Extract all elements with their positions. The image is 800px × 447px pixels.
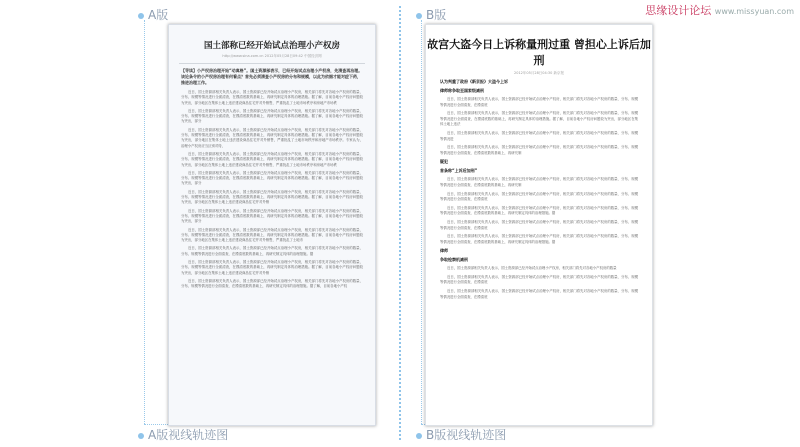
section-heading: 律师 bbox=[440, 248, 448, 254]
body-paragraph: 近日，国土资源部相关负责人表示，国土资源部已经开始试点治理小产权房，相关部门将先对各地小产权房的数量、分布、规模等情况进行全面清查，在摸清底数的基础上，再研究制定具体的治理措施。据了解，目前各地小产权房问题较为突出，部分地区在集体土地上违法 bbox=[440, 111, 638, 127]
article-a-body bbox=[169, 90, 375, 290]
section-heading: 首条称“上诉后加刑” bbox=[440, 168, 478, 174]
bullet-dot-icon bbox=[416, 13, 422, 19]
article-a-title: 国土部称已经开始试点治理小产权房 bbox=[203, 41, 340, 51]
body-paragraph: 近日，国土资源部相关负责人表示，国土资源部已经开始试点治理小产权房，相关部门将先对各地小产权房的数量、分布、规模等情况进行全面清查，在摸清底数的基础上，再研究制 bbox=[440, 177, 638, 187]
label-text: B版视线轨迹图 bbox=[426, 428, 507, 442]
article-b-meta: 2012年05月28日04:30 新京报 bbox=[513, 71, 564, 75]
watermark bbox=[645, 2, 794, 18]
body-paragraph: 近日，国土资源部相关负责人表示，国土资源部已经开始试点治理小产权房，相关部门将先对各地小产权房的数量、分布、规模等情况进行全面清查，在摸清底数的基础上，再研究制 bbox=[440, 145, 638, 155]
bullet-dot-icon bbox=[138, 433, 144, 439]
watermark-url: www.missyuan.com bbox=[714, 7, 794, 16]
section-heading: 律师称争取至国家级减刑 bbox=[440, 88, 484, 93]
body-paragraph: 近日，国土资源部相关负责人表示，国土资源部已经开始试点治理小产权房，相关部门将先对各地小产权房的数量、分布、规模等情况进 bbox=[440, 130, 638, 141]
label-top-a bbox=[138, 6, 168, 23]
body-paragraph: 近日，国土资源部相关负责人表示，国土资源部已经开始试点治理小产权房，相关部门将先对各地小产权房的数量、分布、规模等情况进行全面清查，在摸清底 bbox=[440, 97, 638, 107]
guide-line-b bbox=[421, 20, 422, 424]
label-bottom-a bbox=[138, 426, 228, 443]
body-paragraph: 近日，国土资源部相关负责人表示，国土资源部已经开始试点治理小产权房，相关部门将先对各地小产权房的数量、分布、规模等情况进行全面清查，在摸清底数的基础上，再研究制定具体的治理措施。据了解，目前各地小产权房问题较为突出，部分 bbox=[181, 108, 363, 124]
body-paragraph: 近日，国土资源部相关负责人表示，国土资源部已经开始试点治理小产权房，相关部门将先对各地小产权房的数量、分布、规模等情况进行全面清查，在摸清底数的基础上，再研究制定具体的治理措施。据了解，目前各地小产权房问题较为突出，部分地区在集体土地上违法建设商品住宅并对外销售，严重扰乱了土地市场秩序和房地产市场秩 bbox=[181, 90, 363, 105]
body-paragraph: 近日，国土资源部相关负责人表示，国土资源部已经开始试点治理小产权房，相关部门将先对各地小产权房的数量、分布、规模等情况进行全面清查，在摸清底数的基础上，再研究制定具体的治理措施。据 bbox=[181, 246, 363, 256]
body-paragraph: 近日，国土资源部相关负责人表示，国土资源部已经开始试点治理小产权房，相关部门将先对各地小产权房的数量、分布、规模等情况进行全面清查，在摸清底数的基础上，再研究制定具体的治理措施。据了解，目前各地小产权 bbox=[181, 278, 363, 289]
article-a bbox=[168, 24, 376, 426]
section-heading: 争取检察机减刑 bbox=[440, 257, 468, 263]
body-paragraph: 近日，国土资源部相关负责人表示，国土资源部已经开始试点治理小产权房，相关部门将先对各地小产权房的数量、分布、规模等情况进行全面清查，在摸清底数的基础上，再研究制定具体的治理措施。据了解，目前各地小产权房问题较为突出，部分地区在集体土地上违法建设商品住宅并对外销售，严重扰乱了土地市场秩序和房地产市场秩 bbox=[181, 151, 363, 167]
article-b bbox=[425, 24, 653, 426]
article-a-summary: 【导读】小产权房治理开始“动真格”。国土资源部表示，已经开始试点治理小产权房，先清查再治理。该论条令的小产权房治理有何看点？首先必须清查小产权房的分布和规模，以此为依据才能对症下药，推进治理工作。 bbox=[181, 68, 363, 85]
center-divider bbox=[399, 6, 401, 440]
label-text: A版视线轨迹图 bbox=[148, 428, 229, 442]
article-a-meta: http://www.sina.com.cn 2012年05月28日09:42 中国经济网 bbox=[222, 54, 322, 58]
article-b-body bbox=[426, 79, 652, 300]
body-paragraph: 近日，国土资源部相关负责人表示，国土资源部已经开始试点治理小产权房，相关部门将先对各地小产权房的数量、分布、规模等情况进行全面清查，在摸清底数的基础上，再研究制定具体的治理措施。据 bbox=[440, 205, 638, 216]
bullet-dot-icon bbox=[416, 433, 422, 439]
body-paragraph: 近日，国土资源部相关负责人表示，国土资源部已经开始试点治理小产权房，相关部门将先对各地小产权房的数量、分布、规模等情况进行全面清查，在摸清底 bbox=[440, 219, 638, 230]
section-heading: 认为判重了政府《新京报》大盗今上诉 bbox=[440, 79, 508, 84]
body-paragraph: 近日，国土资源部相关负责人表示，国土资源部已经开始试点治理小产权房，相关部门将先对各地小产权房的数量 bbox=[447, 266, 617, 271]
label-text: A版 bbox=[148, 8, 169, 22]
body-paragraph: 近日，国土资源部相关负责人表示，国土资源部已经开始试点治理小产权房，相关部门将先对各地小产权房的数量、分布、规模等情况进行全面清查，在摸清底数的基础上，再研究制定具体的治理措施。据 bbox=[440, 234, 638, 244]
body-paragraph: 近日，国土资源部相关负责人表示，国土资源部已经开始试点治理小产权房，相关部门将先对各地小产权房的数量、分布、规模等情况进行全面清查，在摸清底数的基础上，再研究制定具体的治理措施。据了解，目前各地小产权房问题较为突出，部分地区在集体土地上违法建设商品住宅并对外销 bbox=[181, 260, 363, 275]
body-paragraph: 近日，国土资源部相关负责人表示，国土资源部已经开始试点治理小产权房，相关部门将先对各地小产权房的数量、分布、规模等情况进行全面清查，在摸清底数的基础上，再研究制定具体的治理措施。据了解，目前各地小产权房问题较为突出，部分地区在集体土地上违法建设商品住宅并对外销 bbox=[181, 189, 363, 205]
section-heading: 疑犯 bbox=[440, 159, 448, 165]
article-a-rule bbox=[179, 63, 365, 64]
article-b-title: 故宫大盗今日上诉称量刑过重 曾担心上诉后加刑 bbox=[427, 38, 651, 67]
guide-line-a bbox=[144, 20, 145, 424]
body-paragraph: 近日，国土资源部相关负责人表示，国土资源部已经开始试点治理小产权房，相关部门将先对各地小产权房的数量、分布、规模等情况进行全面清查，在摸清底 bbox=[440, 191, 638, 202]
watermark-cn: 思缘设计论坛 bbox=[645, 4, 712, 17]
body-paragraph: 近日，国土资源部相关负责人表示，国土资源部已经开始试点治理小产权房，相关部门将先对各地小产权房的数量、分布、规模等情况进行全面清查，在摸清底 bbox=[440, 289, 638, 299]
body-paragraph: 近日，国土资源部相关负责人表示，国土资源部已经开始试点治理小产权房，相关部门将先对各地小产权房的数量、分布、规模等情况进行全面清查，在摸清底数的基础上，再研究制定具体的治理措施。据了解，目前各地小产权房问题较为突出，部分 bbox=[181, 170, 363, 186]
body-paragraph: 近日，国土资源部相关负责人表示，国土资源部已经开始试点治理小产权房，相关部门将先对各地小产权房的数量、分布、规模等情况进行全面清查，在摸清底数的基础上，再研究制定具体的治理措施。据了解，目前各地小产权房问题较为突出，部分地区在集体土地上违法建设商品住宅并对外销售，严重扰乱了土地市场秩序和房地产市场秩序。专家认为，治理小产权房应当区别对待， bbox=[181, 127, 363, 148]
body-paragraph: 近日，国土资源部相关负责人表示，国土资源部已经开始试点治理小产权房，相关部门将先对各地小产权房的数量、分布、规模等情况进行全面清查，在摸清底数的基础上，再研究制定具体的治理措施。据了解，目前各地小产权房问题较为突出，部分 bbox=[181, 208, 363, 224]
label-bottom-b bbox=[416, 426, 506, 443]
body-paragraph: 近日，国土资源部相关负责人表示，国土资源部已经开始试点治理小产权房，相关部门将先对各地小产权房的数量、分布、规模等情况进行全面清查，在摸清底 bbox=[440, 274, 638, 285]
label-text: B版 bbox=[426, 8, 447, 22]
body-paragraph: 近日，国土资源部相关负责人表示，国土资源部已经开始试点治理小产权房，相关部门将先对各地小产权房的数量、分布、规模等情况进行全面清查，在摸清底数的基础上，再研究制定具体的治理措施。据了解，目前各地小产权房问题较为突出，部分地区在集体土地上违法建设商品住宅并对外销售，严重扰乱了土地市 bbox=[181, 227, 363, 243]
bullet-dot-icon bbox=[138, 13, 144, 19]
